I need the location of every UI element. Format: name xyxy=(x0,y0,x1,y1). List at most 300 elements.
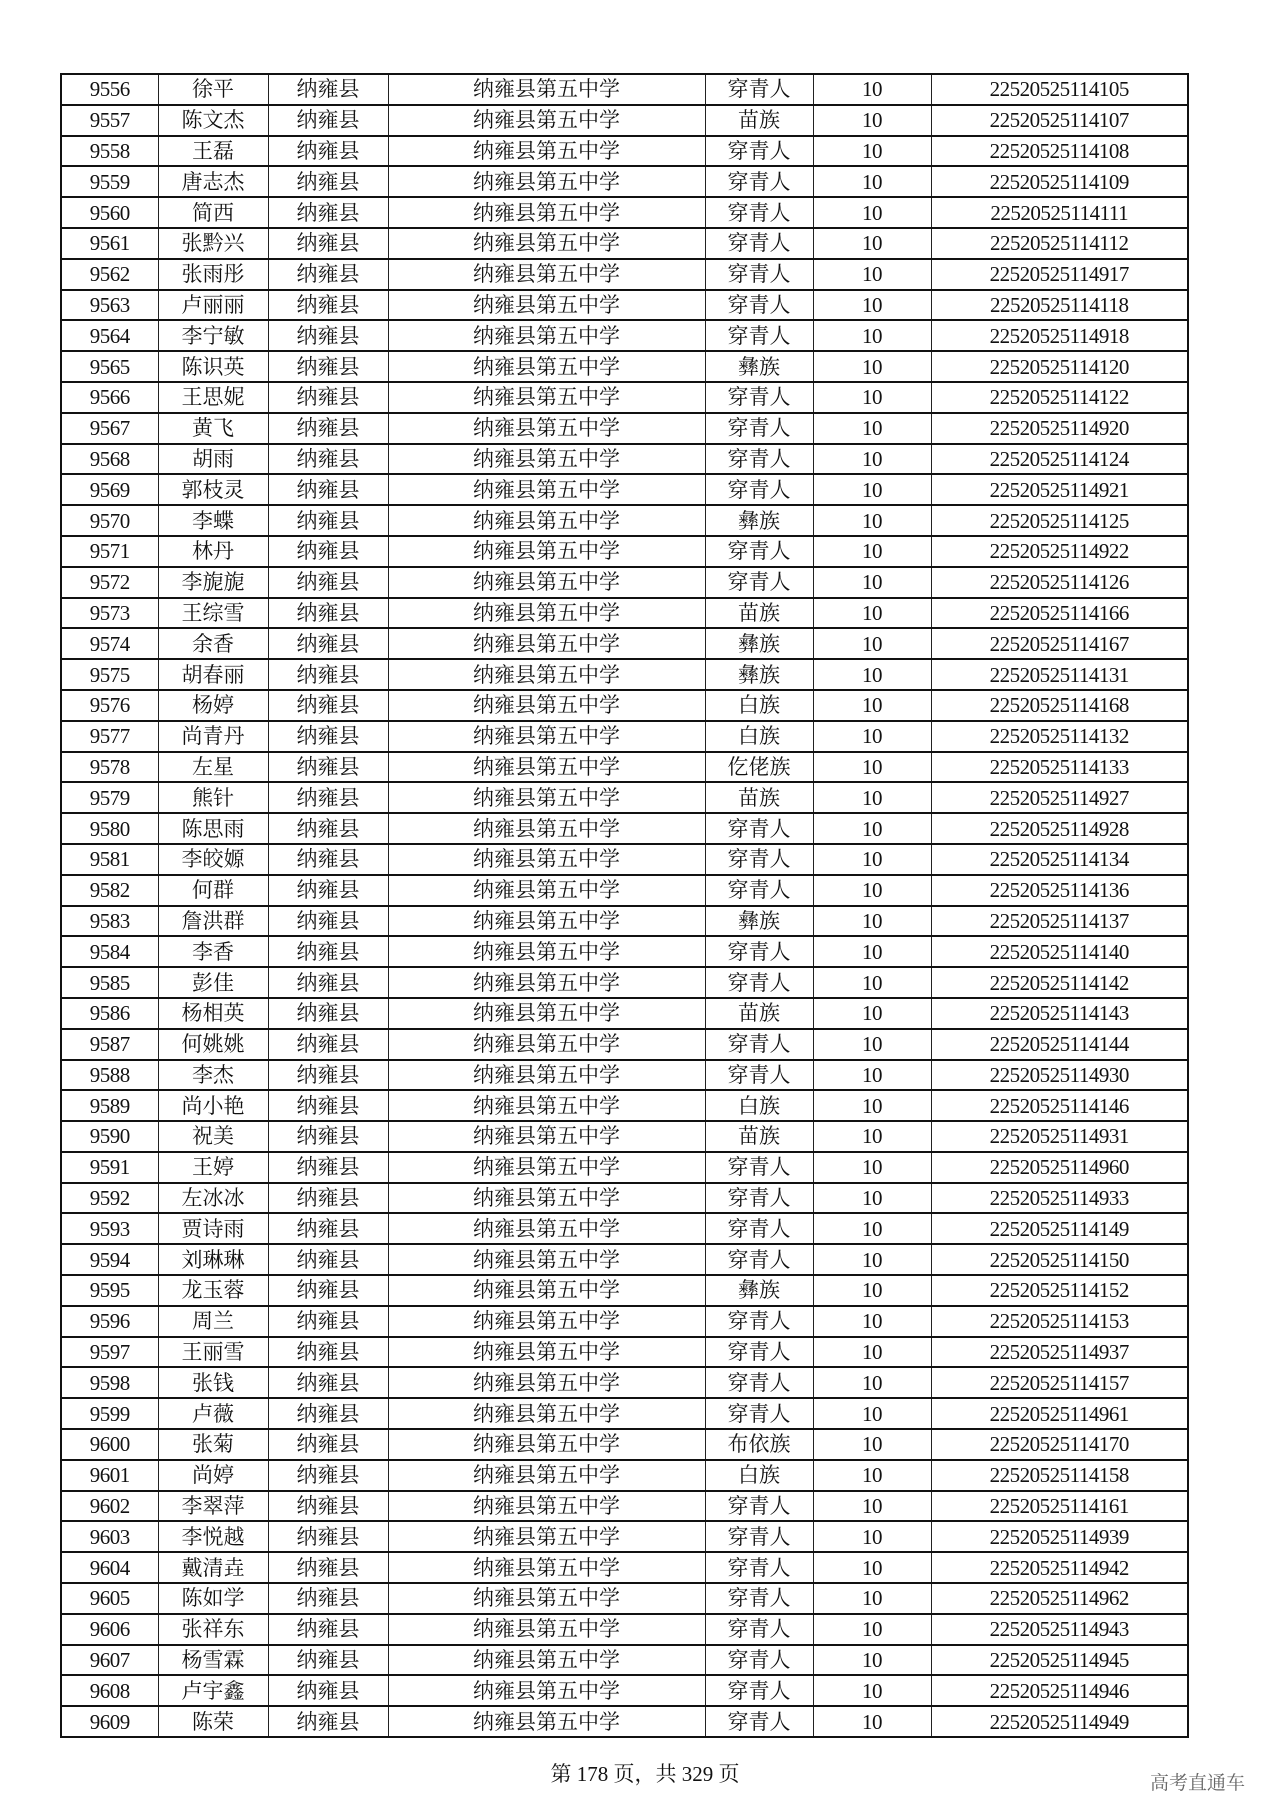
score-cell: 10 xyxy=(813,659,931,690)
score-cell: 10 xyxy=(813,1645,931,1676)
exam-id-cell: 22520525114946 xyxy=(931,1675,1188,1706)
table-row xyxy=(61,1183,1188,1214)
school-cell: 纳雍县第五中学 xyxy=(388,1706,705,1737)
exam-id-cell: 22520525114131 xyxy=(931,659,1188,690)
school-cell: 纳雍县第五中学 xyxy=(388,875,705,906)
ethnicity-cell: 穿青人 xyxy=(705,1367,813,1398)
school-cell: 纳雍县第五中学 xyxy=(388,659,705,690)
seq-cell: 9603 xyxy=(61,1521,158,1552)
exam-id-cell: 22520525114922 xyxy=(931,536,1188,567)
ethnicity-cell: 穿青人 xyxy=(705,875,813,906)
score-cell: 10 xyxy=(813,1213,931,1244)
exam-id-cell: 22520525114124 xyxy=(931,444,1188,475)
table-row xyxy=(61,721,1188,752)
seq-cell: 9607 xyxy=(61,1645,158,1676)
school-cell: 纳雍县第五中学 xyxy=(388,1491,705,1522)
ethnicity-cell: 穿青人 xyxy=(705,1706,813,1737)
seq-cell: 9584 xyxy=(61,936,158,967)
table-row xyxy=(61,74,1188,105)
exam-id-cell: 22520525114917 xyxy=(931,259,1188,290)
score-cell: 10 xyxy=(813,628,931,659)
seq-cell: 9591 xyxy=(61,1152,158,1183)
ethnicity-cell: 穿青人 xyxy=(705,413,813,444)
exam-id-cell: 22520525114945 xyxy=(931,1645,1188,1676)
exam-id-cell: 22520525114146 xyxy=(931,1090,1188,1121)
county-cell: 纳雍县 xyxy=(268,505,388,536)
school-cell: 纳雍县第五中学 xyxy=(388,1121,705,1152)
county-cell: 纳雍县 xyxy=(268,1675,388,1706)
table-row xyxy=(61,659,1188,690)
seq-cell: 9566 xyxy=(61,382,158,413)
ethnicity-cell: 穿青人 xyxy=(705,1060,813,1091)
school-cell: 纳雍县第五中学 xyxy=(388,1337,705,1368)
table-row xyxy=(61,1121,1188,1152)
table-row xyxy=(61,1614,1188,1645)
ethnicity-cell: 苗族 xyxy=(705,598,813,629)
school-cell: 纳雍县第五中学 xyxy=(388,1614,705,1645)
table-row xyxy=(61,505,1188,536)
school-cell: 纳雍县第五中学 xyxy=(388,813,705,844)
school-cell: 纳雍县第五中学 xyxy=(388,320,705,351)
exam-id-cell: 22520525114136 xyxy=(931,875,1188,906)
name-cell: 陈思雨 xyxy=(158,813,268,844)
school-cell: 纳雍县第五中学 xyxy=(388,228,705,259)
ethnicity-cell: 穿青人 xyxy=(705,1491,813,1522)
exam-id-cell: 22520525114939 xyxy=(931,1521,1188,1552)
ethnicity-cell: 穿青人 xyxy=(705,1614,813,1645)
school-cell: 纳雍县第五中学 xyxy=(388,536,705,567)
score-cell: 10 xyxy=(813,936,931,967)
school-cell: 纳雍县第五中学 xyxy=(388,906,705,937)
name-cell: 黄飞 xyxy=(158,413,268,444)
exam-id-cell: 22520525114167 xyxy=(931,628,1188,659)
seq-cell: 9565 xyxy=(61,351,158,382)
ethnicity-cell: 苗族 xyxy=(705,105,813,136)
county-cell: 纳雍县 xyxy=(268,813,388,844)
school-cell: 纳雍县第五中学 xyxy=(388,1306,705,1337)
table-row xyxy=(61,1152,1188,1183)
county-cell: 纳雍县 xyxy=(268,1614,388,1645)
county-cell: 纳雍县 xyxy=(268,628,388,659)
table-row xyxy=(61,413,1188,444)
name-cell: 卢薇 xyxy=(158,1398,268,1429)
table-row xyxy=(61,1337,1188,1368)
county-cell: 纳雍县 xyxy=(268,1706,388,1737)
table-row xyxy=(61,1244,1188,1275)
score-cell: 10 xyxy=(813,1583,931,1614)
seq-cell: 9608 xyxy=(61,1675,158,1706)
name-cell: 左星 xyxy=(158,752,268,783)
name-cell: 尚小艳 xyxy=(158,1090,268,1121)
school-cell: 纳雍县第五中学 xyxy=(388,998,705,1029)
name-cell: 刘琳琳 xyxy=(158,1244,268,1275)
exam-id-cell: 22520525114132 xyxy=(931,721,1188,752)
county-cell: 纳雍县 xyxy=(268,320,388,351)
county-cell: 纳雍县 xyxy=(268,1090,388,1121)
seq-cell: 9576 xyxy=(61,690,158,721)
table-row xyxy=(61,1706,1188,1737)
name-cell: 熊针 xyxy=(158,782,268,813)
ethnicity-cell: 苗族 xyxy=(705,998,813,1029)
county-cell: 纳雍县 xyxy=(268,998,388,1029)
table-row xyxy=(61,906,1188,937)
seq-cell: 9571 xyxy=(61,536,158,567)
school-cell: 纳雍县第五中学 xyxy=(388,351,705,382)
county-cell: 纳雍县 xyxy=(268,1060,388,1091)
county-cell: 纳雍县 xyxy=(268,567,388,598)
name-cell: 李旎旎 xyxy=(158,567,268,598)
name-cell: 卢宇鑫 xyxy=(158,1675,268,1706)
score-cell: 10 xyxy=(813,1029,931,1060)
ethnicity-cell: 穿青人 xyxy=(705,259,813,290)
table-row xyxy=(61,844,1188,875)
score-cell: 10 xyxy=(813,1552,931,1583)
county-cell: 纳雍县 xyxy=(268,1152,388,1183)
school-cell: 纳雍县第五中学 xyxy=(388,1183,705,1214)
table-row xyxy=(61,998,1188,1029)
table-row xyxy=(61,628,1188,659)
name-cell: 詹洪群 xyxy=(158,906,268,937)
name-cell: 陈识英 xyxy=(158,351,268,382)
seq-cell: 9558 xyxy=(61,136,158,167)
score-cell: 10 xyxy=(813,1306,931,1337)
table-row xyxy=(61,567,1188,598)
ethnicity-cell: 彝族 xyxy=(705,906,813,937)
name-cell: 张菊 xyxy=(158,1429,268,1460)
exam-id-cell: 22520525114158 xyxy=(931,1460,1188,1491)
school-cell: 纳雍县第五中学 xyxy=(388,474,705,505)
score-cell: 10 xyxy=(813,290,931,321)
county-cell: 纳雍县 xyxy=(268,1275,388,1306)
school-cell: 纳雍县第五中学 xyxy=(388,1029,705,1060)
ethnicity-cell: 彝族 xyxy=(705,351,813,382)
table-row xyxy=(61,936,1188,967)
county-cell: 纳雍县 xyxy=(268,382,388,413)
ethnicity-cell: 彝族 xyxy=(705,659,813,690)
school-cell: 纳雍县第五中学 xyxy=(388,413,705,444)
county-cell: 纳雍县 xyxy=(268,1121,388,1152)
score-cell: 10 xyxy=(813,1675,931,1706)
ethnicity-cell: 穿青人 xyxy=(705,444,813,475)
score-cell: 10 xyxy=(813,906,931,937)
table-row xyxy=(61,1060,1188,1091)
county-cell: 纳雍县 xyxy=(268,197,388,228)
ethnicity-cell: 穿青人 xyxy=(705,1337,813,1368)
county-cell: 纳雍县 xyxy=(268,1552,388,1583)
school-cell: 纳雍县第五中学 xyxy=(388,382,705,413)
county-cell: 纳雍县 xyxy=(268,598,388,629)
school-cell: 纳雍县第五中学 xyxy=(388,1367,705,1398)
student-list-table xyxy=(60,73,1189,1738)
name-cell: 李蝶 xyxy=(158,505,268,536)
county-cell: 纳雍县 xyxy=(268,967,388,998)
seq-cell: 9568 xyxy=(61,444,158,475)
exam-id-cell: 22520525114918 xyxy=(931,320,1188,351)
name-cell: 王综雪 xyxy=(158,598,268,629)
score-cell: 10 xyxy=(813,1121,931,1152)
exam-id-cell: 22520525114931 xyxy=(931,1121,1188,1152)
name-cell: 尚婷 xyxy=(158,1460,268,1491)
name-cell: 林丹 xyxy=(158,536,268,567)
seq-cell: 9596 xyxy=(61,1306,158,1337)
exam-id-cell: 22520525114949 xyxy=(931,1706,1188,1737)
score-cell: 10 xyxy=(813,536,931,567)
score-cell: 10 xyxy=(813,998,931,1029)
seq-cell: 9604 xyxy=(61,1552,158,1583)
name-cell: 陈文杰 xyxy=(158,105,268,136)
seq-cell: 9602 xyxy=(61,1491,158,1522)
seq-cell: 9583 xyxy=(61,906,158,937)
exam-id-cell: 22520525114144 xyxy=(931,1029,1188,1060)
name-cell: 张祥东 xyxy=(158,1614,268,1645)
score-cell: 10 xyxy=(813,1337,931,1368)
table-row xyxy=(61,444,1188,475)
ethnicity-cell: 白族 xyxy=(705,721,813,752)
score-cell: 10 xyxy=(813,166,931,197)
table-row xyxy=(61,290,1188,321)
seq-cell: 9588 xyxy=(61,1060,158,1091)
county-cell: 纳雍县 xyxy=(268,1521,388,1552)
exam-id-cell: 22520525114928 xyxy=(931,813,1188,844)
ethnicity-cell: 穿青人 xyxy=(705,1244,813,1275)
county-cell: 纳雍县 xyxy=(268,1213,388,1244)
ethnicity-cell: 穿青人 xyxy=(705,1213,813,1244)
county-cell: 纳雍县 xyxy=(268,536,388,567)
score-cell: 10 xyxy=(813,136,931,167)
name-cell: 周兰 xyxy=(158,1306,268,1337)
county-cell: 纳雍县 xyxy=(268,1583,388,1614)
exam-id-cell: 22520525114157 xyxy=(931,1367,1188,1398)
score-cell: 10 xyxy=(813,197,931,228)
name-cell: 胡春丽 xyxy=(158,659,268,690)
name-cell: 杨雪霖 xyxy=(158,1645,268,1676)
county-cell: 纳雍县 xyxy=(268,105,388,136)
ethnicity-cell: 彝族 xyxy=(705,1275,813,1306)
county-cell: 纳雍县 xyxy=(268,74,388,105)
name-cell: 尚青丹 xyxy=(158,721,268,752)
score-cell: 10 xyxy=(813,320,931,351)
ethnicity-cell: 苗族 xyxy=(705,782,813,813)
school-cell: 纳雍县第五中学 xyxy=(388,197,705,228)
county-cell: 纳雍县 xyxy=(268,1491,388,1522)
seq-cell: 9559 xyxy=(61,166,158,197)
school-cell: 纳雍县第五中学 xyxy=(388,628,705,659)
name-cell: 余香 xyxy=(158,628,268,659)
name-cell: 陈如学 xyxy=(158,1583,268,1614)
table-row xyxy=(61,1275,1188,1306)
seq-cell: 9575 xyxy=(61,659,158,690)
ethnicity-cell: 穿青人 xyxy=(705,1183,813,1214)
seq-cell: 9564 xyxy=(61,320,158,351)
table-row xyxy=(61,690,1188,721)
score-cell: 10 xyxy=(813,752,931,783)
ethnicity-cell: 白族 xyxy=(705,690,813,721)
score-cell: 10 xyxy=(813,74,931,105)
seq-cell: 9572 xyxy=(61,567,158,598)
score-cell: 10 xyxy=(813,1429,931,1460)
exam-id-cell: 22520525114166 xyxy=(931,598,1188,629)
score-cell: 10 xyxy=(813,690,931,721)
school-cell: 纳雍县第五中学 xyxy=(388,1244,705,1275)
seq-cell: 9570 xyxy=(61,505,158,536)
ethnicity-cell: 穿青人 xyxy=(705,1521,813,1552)
score-cell: 10 xyxy=(813,474,931,505)
ethnicity-cell: 穿青人 xyxy=(705,74,813,105)
score-cell: 10 xyxy=(813,1367,931,1398)
exam-id-cell: 22520525114168 xyxy=(931,690,1188,721)
school-cell: 纳雍县第五中学 xyxy=(388,1060,705,1091)
exam-id-cell: 22520525114962 xyxy=(931,1583,1188,1614)
table-row xyxy=(61,1090,1188,1121)
score-cell: 10 xyxy=(813,1152,931,1183)
table-row xyxy=(61,1306,1188,1337)
table-row xyxy=(61,228,1188,259)
ethnicity-cell: 穿青人 xyxy=(705,1398,813,1429)
exam-id-cell: 22520525114142 xyxy=(931,967,1188,998)
ethnicity-cell: 穿青人 xyxy=(705,1583,813,1614)
ethnicity-cell: 穿青人 xyxy=(705,228,813,259)
school-cell: 纳雍县第五中学 xyxy=(388,1429,705,1460)
name-cell: 王思妮 xyxy=(158,382,268,413)
name-cell: 唐志杰 xyxy=(158,166,268,197)
name-cell: 贾诗雨 xyxy=(158,1213,268,1244)
exam-id-cell: 22520525114920 xyxy=(931,413,1188,444)
table-row xyxy=(61,536,1188,567)
name-cell: 卢丽丽 xyxy=(158,290,268,321)
county-cell: 纳雍县 xyxy=(268,136,388,167)
county-cell: 纳雍县 xyxy=(268,259,388,290)
ethnicity-cell: 穿青人 xyxy=(705,1645,813,1676)
ethnicity-cell: 彝族 xyxy=(705,505,813,536)
watermark-text: 高考直通车 xyxy=(1150,1772,1246,1794)
score-cell: 10 xyxy=(813,1183,931,1214)
school-cell: 纳雍县第五中学 xyxy=(388,1152,705,1183)
table-row xyxy=(61,1367,1188,1398)
exam-id-cell: 22520525114153 xyxy=(931,1306,1188,1337)
exam-id-cell: 22520525114149 xyxy=(931,1213,1188,1244)
table-row xyxy=(61,320,1188,351)
county-cell: 纳雍县 xyxy=(268,1429,388,1460)
table-body xyxy=(61,74,1188,1737)
county-cell: 纳雍县 xyxy=(268,659,388,690)
county-cell: 纳雍县 xyxy=(268,1398,388,1429)
exam-id-cell: 22520525114921 xyxy=(931,474,1188,505)
name-cell: 何姚姚 xyxy=(158,1029,268,1060)
seq-cell: 9601 xyxy=(61,1460,158,1491)
county-cell: 纳雍县 xyxy=(268,1244,388,1275)
table-row xyxy=(61,1460,1188,1491)
exam-id-cell: 22520525114927 xyxy=(931,782,1188,813)
seq-cell: 9597 xyxy=(61,1337,158,1368)
score-cell: 10 xyxy=(813,1060,931,1091)
score-cell: 10 xyxy=(813,444,931,475)
exam-id-cell: 22520525114942 xyxy=(931,1552,1188,1583)
exam-id-cell: 22520525114152 xyxy=(931,1275,1188,1306)
school-cell: 纳雍县第五中学 xyxy=(388,1460,705,1491)
school-cell: 纳雍县第五中学 xyxy=(388,1398,705,1429)
seq-cell: 9567 xyxy=(61,413,158,444)
seq-cell: 9580 xyxy=(61,813,158,844)
ethnicity-cell: 穿青人 xyxy=(705,474,813,505)
score-cell: 10 xyxy=(813,1275,931,1306)
score-cell: 10 xyxy=(813,1491,931,1522)
seq-cell: 9590 xyxy=(61,1121,158,1152)
exam-id-cell: 22520525114933 xyxy=(931,1183,1188,1214)
table-row xyxy=(61,351,1188,382)
seq-cell: 9585 xyxy=(61,967,158,998)
county-cell: 纳雍县 xyxy=(268,721,388,752)
county-cell: 纳雍县 xyxy=(268,1337,388,1368)
ethnicity-cell: 白族 xyxy=(705,1460,813,1491)
score-cell: 10 xyxy=(813,813,931,844)
ethnicity-cell: 穿青人 xyxy=(705,1552,813,1583)
county-cell: 纳雍县 xyxy=(268,166,388,197)
exam-id-cell: 22520525114133 xyxy=(931,752,1188,783)
name-cell: 李宁敏 xyxy=(158,320,268,351)
name-cell: 何群 xyxy=(158,875,268,906)
seq-cell: 9606 xyxy=(61,1614,158,1645)
school-cell: 纳雍县第五中学 xyxy=(388,690,705,721)
school-cell: 纳雍县第五中学 xyxy=(388,166,705,197)
ethnicity-cell: 穿青人 xyxy=(705,197,813,228)
school-cell: 纳雍县第五中学 xyxy=(388,782,705,813)
name-cell: 李翠萍 xyxy=(158,1491,268,1522)
table-row xyxy=(61,1675,1188,1706)
seq-cell: 9569 xyxy=(61,474,158,505)
ethnicity-cell: 穿青人 xyxy=(705,320,813,351)
table-row xyxy=(61,1029,1188,1060)
school-cell: 纳雍县第五中学 xyxy=(388,598,705,629)
seq-cell: 9578 xyxy=(61,752,158,783)
exam-id-cell: 22520525114937 xyxy=(931,1337,1188,1368)
table-row xyxy=(61,598,1188,629)
seq-cell: 9593 xyxy=(61,1213,158,1244)
table-row xyxy=(61,1491,1188,1522)
school-cell: 纳雍县第五中学 xyxy=(388,1675,705,1706)
ethnicity-cell: 仡佬族 xyxy=(705,752,813,783)
name-cell: 简西 xyxy=(158,197,268,228)
score-cell: 10 xyxy=(813,1398,931,1429)
school-cell: 纳雍县第五中学 xyxy=(388,967,705,998)
name-cell: 戴清垚 xyxy=(158,1552,268,1583)
exam-id-cell: 22520525114118 xyxy=(931,290,1188,321)
exam-id-cell: 22520525114122 xyxy=(931,382,1188,413)
exam-id-cell: 22520525114120 xyxy=(931,351,1188,382)
score-cell: 10 xyxy=(813,413,931,444)
name-cell: 李悦越 xyxy=(158,1521,268,1552)
county-cell: 纳雍县 xyxy=(268,906,388,937)
table-row xyxy=(61,1213,1188,1244)
name-cell: 张雨彤 xyxy=(158,259,268,290)
school-cell: 纳雍县第五中学 xyxy=(388,567,705,598)
school-cell: 纳雍县第五中学 xyxy=(388,290,705,321)
county-cell: 纳雍县 xyxy=(268,444,388,475)
exam-id-cell: 22520525114961 xyxy=(931,1398,1188,1429)
name-cell: 王磊 xyxy=(158,136,268,167)
county-cell: 纳雍县 xyxy=(268,1306,388,1337)
name-cell: 王丽雪 xyxy=(158,1337,268,1368)
county-cell: 纳雍县 xyxy=(268,1460,388,1491)
exam-id-cell: 22520525114960 xyxy=(931,1152,1188,1183)
score-cell: 10 xyxy=(813,1706,931,1737)
ethnicity-cell: 穿青人 xyxy=(705,1029,813,1060)
score-cell: 10 xyxy=(813,382,931,413)
table-row xyxy=(61,1429,1188,1460)
county-cell: 纳雍县 xyxy=(268,474,388,505)
ethnicity-cell: 穿青人 xyxy=(705,166,813,197)
table-row xyxy=(61,752,1188,783)
table-row xyxy=(61,1645,1188,1676)
